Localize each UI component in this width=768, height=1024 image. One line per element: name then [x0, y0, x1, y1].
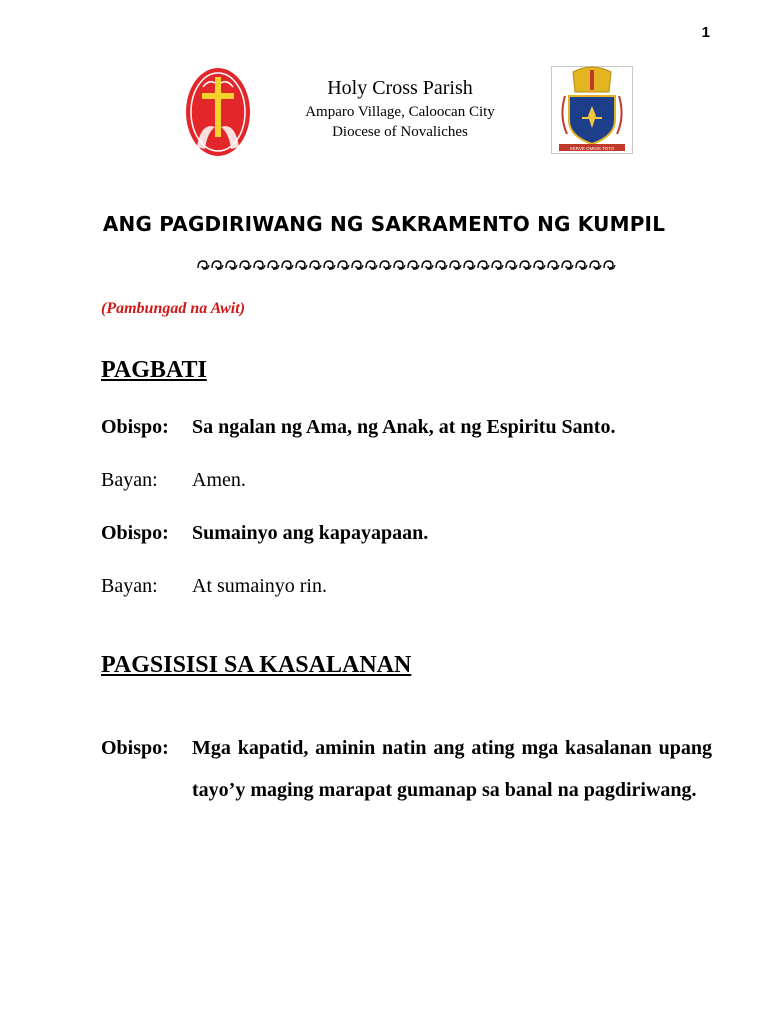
decorative-divider [196, 257, 616, 273]
line-text: Sumainyo ang kapayapaan. [192, 522, 429, 544]
parish-name: Holy Cross Parish [327, 77, 473, 99]
speaker-label: Obispo: [101, 522, 169, 544]
liturgy-line [101, 414, 712, 440]
section-heading-pagsisisi: PAGSISISI SA KASALANAN [101, 652, 412, 678]
speaker-label: Bayan: [101, 575, 158, 597]
parish-diocese: Diocese of Novaliches [332, 124, 468, 140]
parish-header [250, 74, 550, 142]
coat-of-arms-motto: SERVE OMNIS TOTO [569, 146, 615, 151]
liturgy-line [101, 573, 712, 599]
page-number: 1 [701, 24, 710, 41]
liturgy-line [101, 520, 712, 546]
liturgy-line [101, 727, 712, 811]
diocese-coat-of-arms-icon [551, 66, 633, 154]
line-text: Amen. [192, 469, 246, 491]
line-text: Mga kapatid, aminin natin ang ating mga kasalanan upang tayo’y maging marapat gumanap sa banal na pagdiriwang. [192, 737, 712, 801]
parish-address: Amparo Village, Caloocan City [305, 104, 495, 120]
speaker-label: Bayan: [101, 469, 158, 491]
line-text: Sa ngalan ng Ama, ng Anak, at ng Espiritu Santo. [192, 416, 616, 438]
speaker-label: Obispo: [101, 737, 169, 759]
speaker-label: Obispo: [101, 416, 169, 438]
opening-rubric: (Pambungad na Awit) [101, 300, 246, 317]
document-title: ANG PAGDIRIWANG NG SAKRAMENTO NG KUMPIL [102, 212, 666, 236]
liturgy-line [101, 467, 712, 493]
holy-cross-parish-seal-icon [185, 67, 251, 157]
section-heading-pagbati: PAGBATI [101, 357, 207, 383]
line-text: At sumainyo rin. [192, 575, 327, 597]
